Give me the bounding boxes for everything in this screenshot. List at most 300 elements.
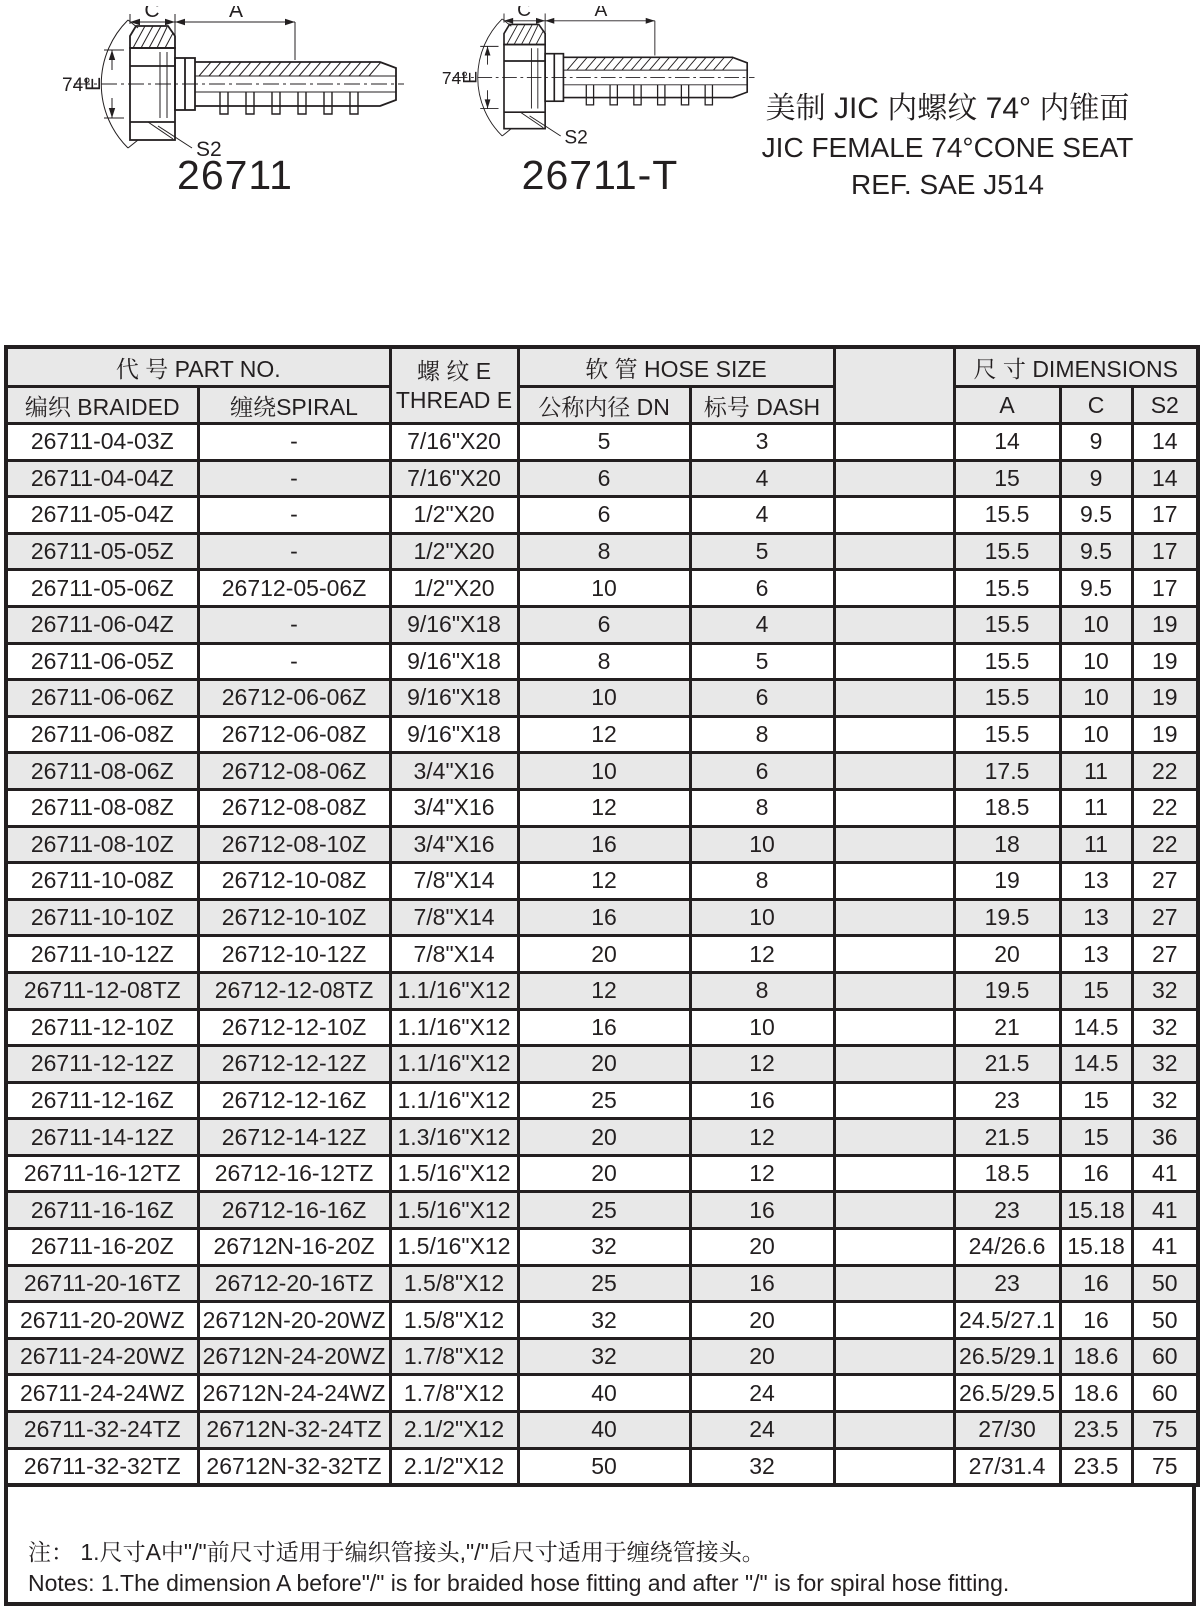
cell-blank	[834, 972, 954, 1009]
cell-dn: 6	[518, 460, 690, 497]
cell-a: 15.5	[954, 680, 1060, 717]
cell-s2: 41	[1132, 1229, 1198, 1266]
cell-dn: 40	[518, 1412, 690, 1449]
cell-a: 15.5	[954, 643, 1060, 680]
cell-dn: 16	[518, 826, 690, 863]
table-row	[6, 533, 1198, 570]
cell-a: 23	[954, 1265, 1060, 1302]
cell-spiral: 26712-20-16TZ	[198, 1265, 390, 1302]
cell-braided: 26711-08-10Z	[6, 826, 198, 863]
cell-c: 11	[1060, 789, 1132, 826]
cell-c: 15	[1060, 972, 1132, 1009]
cell-dash: 5	[690, 533, 834, 570]
table-row	[6, 899, 1198, 936]
cell-c: 9.5	[1060, 570, 1132, 607]
cell-dash: 12	[690, 1046, 834, 1083]
cell-c: 10	[1060, 716, 1132, 753]
cell-thread-e: 1.1/16"X12	[390, 1082, 518, 1119]
cell-thread-e: 1.5/8"X12	[390, 1265, 518, 1302]
cell-blank	[834, 1082, 954, 1119]
cell-s2: 22	[1132, 789, 1198, 826]
table-row	[6, 1375, 1198, 1412]
cell-s2: 14	[1132, 424, 1198, 461]
cell-blank	[834, 1412, 954, 1449]
table-row	[6, 1302, 1198, 1339]
cell-spiral: -	[198, 533, 390, 570]
table-row	[6, 1338, 1198, 1375]
cell-thread-e: 2.1/2"X12	[390, 1412, 518, 1449]
cell-s2: 22	[1132, 826, 1198, 863]
cell-braided: 26711-06-04Z	[6, 606, 198, 643]
cell-s2: 19	[1132, 606, 1198, 643]
cell-a: 15.5	[954, 716, 1060, 753]
cell-blank	[834, 863, 954, 900]
cell-thread-e: 2.1/2"X12	[390, 1448, 518, 1485]
cell-braided: 26711-12-10Z	[6, 1009, 198, 1046]
cell-dn: 16	[518, 1009, 690, 1046]
cell-dn: 10	[518, 680, 690, 717]
cell-c: 18.6	[1060, 1375, 1132, 1412]
cell-dn: 32	[518, 1338, 690, 1375]
cell-blank	[834, 570, 954, 607]
cell-a: 21.5	[954, 1046, 1060, 1083]
cell-thread-e: 1.7/8"X12	[390, 1375, 518, 1412]
cell-braided: 26711-32-24TZ	[6, 1412, 198, 1449]
cell-s2: 19	[1132, 680, 1198, 717]
diagram-caption-26711-t: 26711-T	[521, 152, 679, 198]
cell-dash: 10	[690, 826, 834, 863]
cell-braided: 26711-10-12Z	[6, 936, 198, 973]
cell-thread-e: 1/2"X20	[390, 533, 518, 570]
cell-a: 15	[954, 460, 1060, 497]
cell-dash: 6	[690, 753, 834, 790]
table-row	[6, 1082, 1198, 1119]
cell-dash: 6	[690, 570, 834, 607]
cell-s2: 22	[1132, 753, 1198, 790]
table-row	[6, 1192, 1198, 1229]
cell-braided: 26711-12-16Z	[6, 1082, 198, 1119]
cell-blank	[834, 1046, 954, 1083]
cell-dn: 32	[518, 1229, 690, 1266]
cell-braided: 26711-14-12Z	[6, 1119, 198, 1156]
cell-spiral: 26712-10-08Z	[198, 863, 390, 900]
notes-box	[4, 1487, 1196, 1606]
cell-braided: 26711-16-20Z	[6, 1229, 198, 1266]
cell-braided: 26711-12-08TZ	[6, 972, 198, 1009]
cell-s2: 27	[1132, 936, 1198, 973]
cell-blank	[834, 789, 954, 826]
cell-dn: 12	[518, 716, 690, 753]
cell-spiral: 26712-08-06Z	[198, 753, 390, 790]
cell-s2: 14	[1132, 460, 1198, 497]
cell-blank	[834, 680, 954, 717]
cell-a: 14	[954, 424, 1060, 461]
cell-dash: 3	[690, 424, 834, 461]
cell-thread-e: 1.7/8"X12	[390, 1338, 518, 1375]
cell-blank	[834, 1119, 954, 1156]
cell-dash: 16	[690, 1082, 834, 1119]
cell-dn: 25	[518, 1082, 690, 1119]
header-blank	[834, 347, 954, 424]
cell-dash: 10	[690, 1009, 834, 1046]
cell-dash: 10	[690, 899, 834, 936]
cell-spiral: 26712-16-16Z	[198, 1192, 390, 1229]
cell-spiral: -	[198, 643, 390, 680]
cell-a: 18.5	[954, 1155, 1060, 1192]
cell-dn: 25	[518, 1265, 690, 1302]
cell-s2: 32	[1132, 1046, 1198, 1083]
cell-a: 27/30	[954, 1412, 1060, 1449]
spec-table	[4, 345, 1200, 1487]
cell-blank	[834, 460, 954, 497]
cell-blank	[834, 424, 954, 461]
cell-s2: 17	[1132, 533, 1198, 570]
cell-s2: 50	[1132, 1265, 1198, 1302]
cell-c: 10	[1060, 606, 1132, 643]
cell-s2: 75	[1132, 1448, 1198, 1485]
cell-spiral: -	[198, 460, 390, 497]
cell-s2: 32	[1132, 1009, 1198, 1046]
cell-a: 18	[954, 826, 1060, 863]
cell-s2: 32	[1132, 1082, 1198, 1119]
table-row	[6, 1119, 1198, 1156]
header-thread-zh: 螺 纹 E	[416, 357, 492, 384]
table-row	[6, 789, 1198, 826]
cell-spiral: -	[198, 424, 390, 461]
note-line-en: Notes: 1.The dimension A before"/" is for braided hose fitting and after "/" is for spiral hose fitting.	[28, 1570, 1010, 1596]
table-row	[6, 643, 1198, 680]
cell-spiral: 26712N-24-20WZ	[198, 1338, 390, 1375]
cell-c: 18.6	[1060, 1338, 1132, 1375]
cell-thread-e: 1.5/8"X12	[390, 1302, 518, 1339]
cell-dn: 12	[518, 863, 690, 900]
cell-s2: 27	[1132, 899, 1198, 936]
cell-spiral: 26712-06-08Z	[198, 716, 390, 753]
fitting-diagram-26711	[60, 6, 410, 161]
cell-dash: 32	[690, 1448, 834, 1485]
cell-c: 13	[1060, 899, 1132, 936]
cell-braided: 26711-16-16Z	[6, 1192, 198, 1229]
cell-blank	[834, 1009, 954, 1046]
cell-dash: 8	[690, 972, 834, 1009]
table-row	[6, 1009, 1198, 1046]
cell-dash: 16	[690, 1265, 834, 1302]
cell-dn: 50	[518, 1448, 690, 1485]
table-row	[6, 863, 1198, 900]
cell-dash: 12	[690, 1155, 834, 1192]
cell-spiral: 26712-08-10Z	[198, 826, 390, 863]
cell-s2: 41	[1132, 1192, 1198, 1229]
cell-dash: 20	[690, 1338, 834, 1375]
cell-a: 15.5	[954, 533, 1060, 570]
table-row	[6, 936, 1198, 973]
header-dim-s2: S2	[1132, 387, 1198, 424]
header-part-no: 代 号 PART NO.	[6, 347, 390, 387]
cell-blank	[834, 753, 954, 790]
cell-c: 9.5	[1060, 533, 1132, 570]
cell-braided: 26711-06-05Z	[6, 643, 198, 680]
table-row	[6, 716, 1198, 753]
cell-a: 15.5	[954, 497, 1060, 534]
cell-braided: 26711-10-08Z	[6, 863, 198, 900]
cell-c: 11	[1060, 826, 1132, 863]
cell-thread-e: 7/8"X14	[390, 899, 518, 936]
cell-s2: 19	[1132, 716, 1198, 753]
cell-c: 14.5	[1060, 1009, 1132, 1046]
cell-blank	[834, 606, 954, 643]
cell-a: 19.5	[954, 972, 1060, 1009]
table-row	[6, 1046, 1198, 1083]
cell-dn: 20	[518, 1155, 690, 1192]
header-dim-c: C	[1060, 387, 1132, 424]
cell-blank	[834, 1448, 954, 1485]
cell-spiral: 26712-16-12TZ	[198, 1155, 390, 1192]
cell-blank	[834, 1375, 954, 1412]
header-thread-en: THREAD E	[395, 386, 513, 413]
cell-c: 13	[1060, 936, 1132, 973]
cell-s2: 17	[1132, 497, 1198, 534]
cell-a: 15.5	[954, 606, 1060, 643]
cell-dash: 16	[690, 1192, 834, 1229]
page-title-en: JIC FEMALE 74°CONE SEAT	[761, 132, 1134, 163]
cell-braided: 26711-16-12TZ	[6, 1155, 198, 1192]
cell-c: 15.18	[1060, 1229, 1132, 1266]
table-row	[6, 606, 1198, 643]
cell-dn: 8	[518, 533, 690, 570]
cell-s2: 75	[1132, 1412, 1198, 1449]
cell-a: 26.5/29.5	[954, 1375, 1060, 1412]
cell-thread-e: 1.5/16"X12	[390, 1192, 518, 1229]
cell-braided: 26711-20-16TZ	[6, 1265, 198, 1302]
cell-blank	[834, 1155, 954, 1192]
cell-dash: 20	[690, 1229, 834, 1266]
cell-a: 27/31.4	[954, 1448, 1060, 1485]
cell-a: 26.5/29.1	[954, 1338, 1060, 1375]
cell-braided: 26711-06-08Z	[6, 716, 198, 753]
cell-spiral: 26712-12-08TZ	[198, 972, 390, 1009]
cell-s2: 60	[1132, 1338, 1198, 1375]
table-body	[6, 424, 1198, 1486]
cell-spiral: 26712-10-10Z	[198, 899, 390, 936]
cell-braided: 26711-32-32TZ	[6, 1448, 198, 1485]
table-header	[6, 347, 1198, 424]
cell-braided: 26711-24-20WZ	[6, 1338, 198, 1375]
cell-dn: 16	[518, 899, 690, 936]
cell-braided: 26711-04-04Z	[6, 460, 198, 497]
cell-c: 15	[1060, 1119, 1132, 1156]
cell-c: 23.5	[1060, 1448, 1132, 1485]
cell-c: 9	[1060, 424, 1132, 461]
cell-blank	[834, 1192, 954, 1229]
cell-s2: 60	[1132, 1375, 1198, 1412]
cell-a: 17.5	[954, 753, 1060, 790]
cell-spiral: 26712N-32-24TZ	[198, 1412, 390, 1449]
cell-thread-e: 1.3/16"X12	[390, 1119, 518, 1156]
cell-dn: 8	[518, 643, 690, 680]
cell-dn: 10	[518, 570, 690, 607]
cell-c: 23.5	[1060, 1412, 1132, 1449]
cell-spiral: 26712-12-10Z	[198, 1009, 390, 1046]
cell-thread-e: 3/4"X16	[390, 789, 518, 826]
cell-braided: 26711-10-10Z	[6, 899, 198, 936]
cell-s2: 50	[1132, 1302, 1198, 1339]
cell-blank	[834, 497, 954, 534]
cell-dn: 6	[518, 606, 690, 643]
cell-dn: 25	[518, 1192, 690, 1229]
table-row	[6, 497, 1198, 534]
table-row	[6, 680, 1198, 717]
cell-braided: 26711-06-06Z	[6, 680, 198, 717]
page-title-zh: 美制 JIC 内螺纹 74° 内锥面	[765, 92, 1130, 125]
cell-thread-e: 1.1/16"X12	[390, 972, 518, 1009]
cell-braided: 26711-24-24WZ	[6, 1375, 198, 1412]
cell-dash: 4	[690, 606, 834, 643]
header-spiral: 缠绕SPIRAL	[198, 387, 390, 424]
cell-c: 11	[1060, 753, 1132, 790]
header-hose-size: 软 管 HOSE SIZE	[518, 347, 834, 387]
cell-thread-e: 1/2"X20	[390, 497, 518, 534]
cell-dash: 12	[690, 1119, 834, 1156]
cell-s2: 32	[1132, 972, 1198, 1009]
cell-thread-e: 7/8"X14	[390, 863, 518, 900]
cell-c: 16	[1060, 1155, 1132, 1192]
table-row	[6, 424, 1198, 461]
cell-spiral: -	[198, 606, 390, 643]
cell-a: 15.5	[954, 570, 1060, 607]
cell-blank	[834, 1265, 954, 1302]
cell-spiral: 26712-12-12Z	[198, 1046, 390, 1083]
table-row	[6, 1412, 1198, 1449]
cell-a: 23	[954, 1082, 1060, 1119]
cell-dash: 24	[690, 1375, 834, 1412]
cell-blank	[834, 1302, 954, 1339]
cell-blank	[834, 936, 954, 973]
cell-dash: 6	[690, 680, 834, 717]
cell-dash: 5	[690, 643, 834, 680]
cell-spiral: 26712-14-12Z	[198, 1119, 390, 1156]
cell-dn: 20	[518, 936, 690, 973]
cell-c: 15.18	[1060, 1192, 1132, 1229]
diagram-caption-26711: 26711	[177, 152, 293, 198]
cell-spiral: 26712-06-06Z	[198, 680, 390, 717]
header-thread-e	[390, 347, 518, 424]
cell-blank	[834, 1338, 954, 1375]
table-row	[6, 1229, 1198, 1266]
cell-a: 23	[954, 1192, 1060, 1229]
cell-s2: 27	[1132, 863, 1198, 900]
cell-a: 24/26.6	[954, 1229, 1060, 1266]
cell-a: 18.5	[954, 789, 1060, 826]
cell-s2: 36	[1132, 1119, 1198, 1156]
cell-thread-e: 3/4"X16	[390, 826, 518, 863]
cell-thread-e: 9/16"X18	[390, 716, 518, 753]
cell-thread-e: 9/16"X18	[390, 680, 518, 717]
cell-spiral: 26712N-20-20WZ	[198, 1302, 390, 1339]
cell-braided: 26711-05-05Z	[6, 533, 198, 570]
spec-table-wrap	[4, 345, 1196, 1487]
cell-braided: 26711-08-08Z	[6, 789, 198, 826]
cell-braided: 26711-08-06Z	[6, 753, 198, 790]
cell-a: 20	[954, 936, 1060, 973]
cell-dash: 4	[690, 460, 834, 497]
cell-thread-e: 1.1/16"X12	[390, 1046, 518, 1083]
title-block	[705, 88, 1190, 203]
cell-thread-e: 1.5/16"X12	[390, 1229, 518, 1266]
cell-thread-e: 9/16"X18	[390, 643, 518, 680]
cell-thread-e: 9/16"X18	[390, 606, 518, 643]
cell-blank	[834, 643, 954, 680]
cell-dash: 8	[690, 863, 834, 900]
cell-s2: 19	[1132, 643, 1198, 680]
header-dim-a: A	[954, 387, 1060, 424]
header-braided: 编织 BRAIDED	[6, 387, 198, 424]
table-row	[6, 753, 1198, 790]
cell-thread-e: 3/4"X16	[390, 753, 518, 790]
cell-blank	[834, 533, 954, 570]
cell-spiral: 26712N-32-32TZ	[198, 1448, 390, 1485]
cell-spiral: 26712-08-08Z	[198, 789, 390, 826]
cell-spiral: 26712-10-12Z	[198, 936, 390, 973]
cell-c: 16	[1060, 1265, 1132, 1302]
cell-spiral: 26712N-16-20Z	[198, 1229, 390, 1266]
cell-dash: 4	[690, 497, 834, 534]
header-dash: 标号 DASH	[690, 387, 834, 424]
table-row	[6, 1448, 1198, 1485]
cell-spiral: 26712N-24-24WZ	[198, 1375, 390, 1412]
cell-dn: 12	[518, 789, 690, 826]
cell-a: 21	[954, 1009, 1060, 1046]
table-row	[6, 1265, 1198, 1302]
cell-s2: 17	[1132, 570, 1198, 607]
cell-braided: 26711-05-04Z	[6, 497, 198, 534]
cell-spiral: 26712-05-06Z	[198, 570, 390, 607]
cell-dash: 8	[690, 716, 834, 753]
cell-thread-e: 1.5/16"X12	[390, 1155, 518, 1192]
cell-thread-e: 1.1/16"X12	[390, 1009, 518, 1046]
cell-dn: 12	[518, 972, 690, 1009]
cell-blank	[834, 1229, 954, 1266]
cell-spiral: -	[198, 497, 390, 534]
cell-c: 10	[1060, 680, 1132, 717]
cell-a: 21.5	[954, 1119, 1060, 1156]
cell-dash: 24	[690, 1412, 834, 1449]
cell-dash: 20	[690, 1302, 834, 1339]
cell-c: 15	[1060, 1082, 1132, 1119]
cell-c: 14.5	[1060, 1046, 1132, 1083]
cell-c: 10	[1060, 643, 1132, 680]
cell-spiral: 26712-12-16Z	[198, 1082, 390, 1119]
cell-blank	[834, 826, 954, 863]
cell-a: 19.5	[954, 899, 1060, 936]
cell-braided: 26711-05-06Z	[6, 570, 198, 607]
cell-a: 19	[954, 863, 1060, 900]
cell-c: 13	[1060, 863, 1132, 900]
table-row	[6, 460, 1198, 497]
cell-braided: 26711-20-20WZ	[6, 1302, 198, 1339]
cell-dn: 20	[518, 1119, 690, 1156]
table-row	[6, 826, 1198, 863]
header-dimensions: 尺 寸 DIMENSIONS	[954, 347, 1198, 387]
cell-a: 24.5/27.1	[954, 1302, 1060, 1339]
cell-dn: 5	[518, 424, 690, 461]
cell-dn: 10	[518, 753, 690, 790]
cell-blank	[834, 716, 954, 753]
cell-dn: 40	[518, 1375, 690, 1412]
cell-dn: 6	[518, 497, 690, 534]
header-dn: 公称内径 DN	[518, 387, 690, 424]
cell-c: 16	[1060, 1302, 1132, 1339]
cell-thread-e: 7/16"X20	[390, 424, 518, 461]
